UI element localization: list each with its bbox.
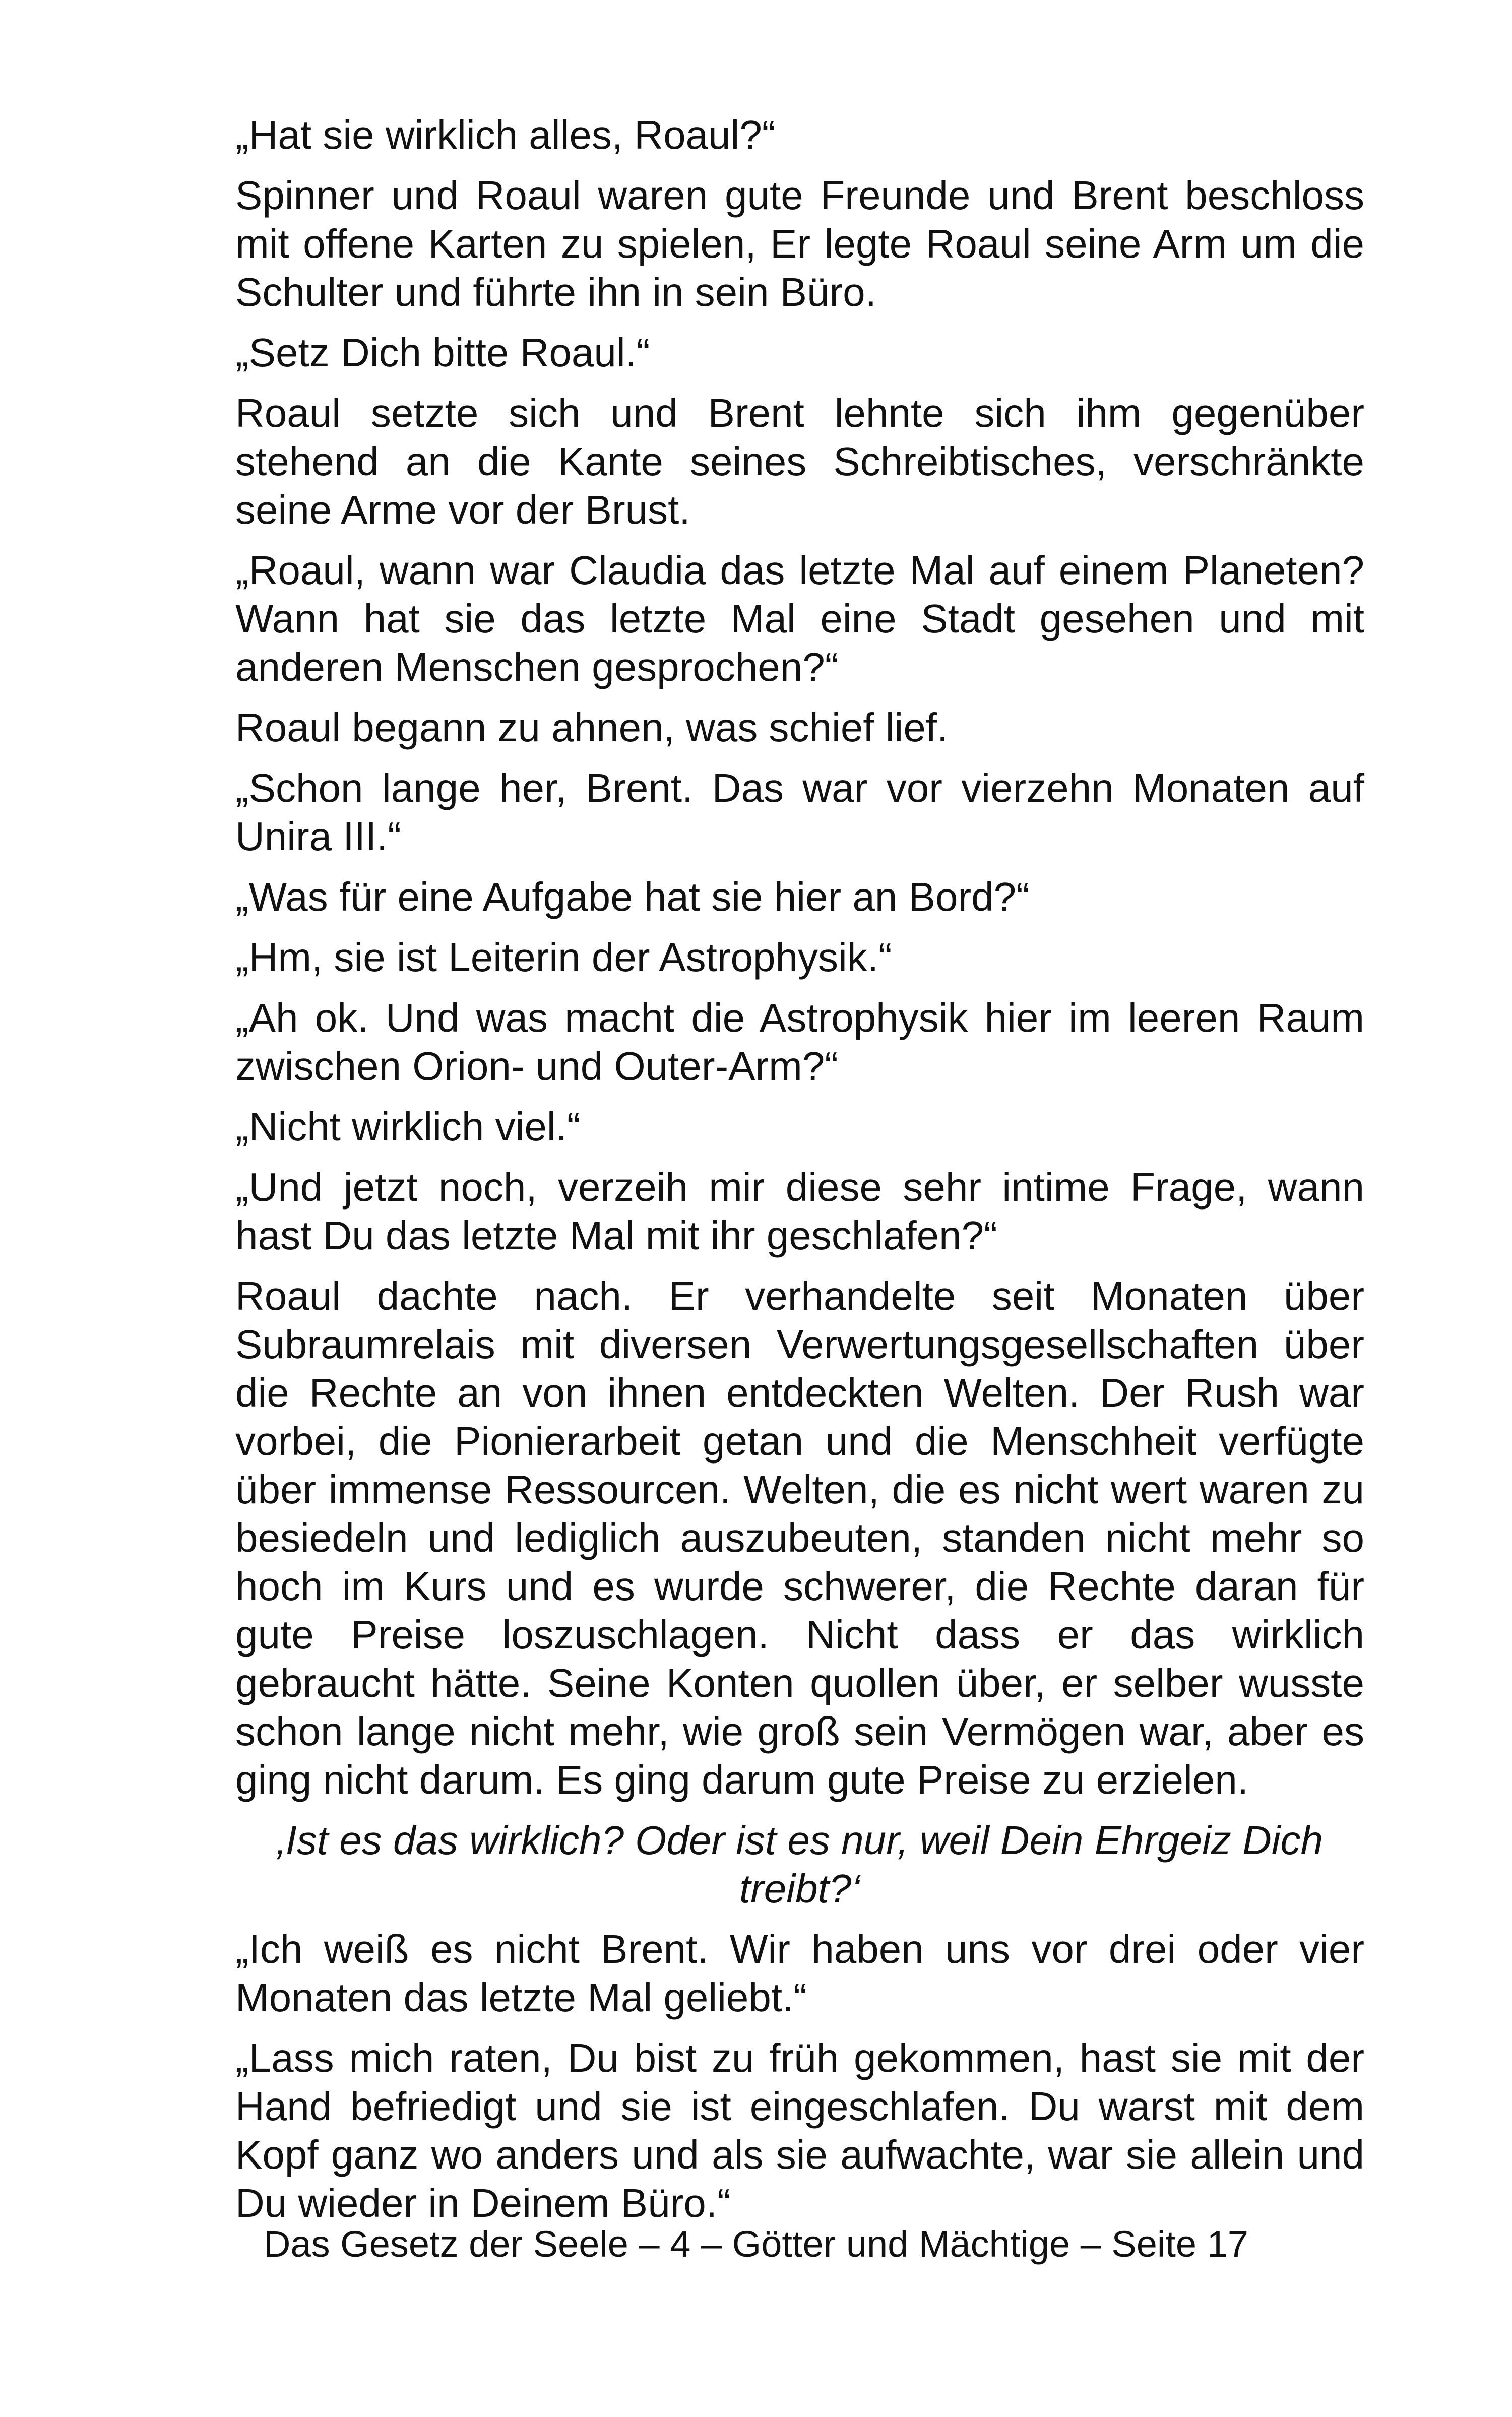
dialogue-paragraph: „Ah ok. Und was macht die Astrophysik hier im leeren Raum zwischen Orion- und Outer-Arm?“ — [235, 995, 1364, 1089]
dialogue-paragraph: „Lass mich raten, Du bist zu früh gekommen, hast sie mit der Hand befriedigt und sie ist eingeschlafen. Du warst mit dem Kopf ganz wo anders und als sie aufwachte, war sie allein und Du wieder in Deinem Büro.“ — [235, 2036, 1364, 2225]
page-footer: Das Gesetz der Seele – 4 – Götter und Mächtige – Seite 17 — [264, 2223, 1248, 2265]
dialogue-paragraph: „Roaul, wann war Claudia das letzte Mal auf einem Planeten? Wann hat sie das letzte Mal eine Stadt gesehen und mit anderen Menschen gesprochen?“ — [235, 548, 1364, 689]
dialogue-paragraph: „Schon lange her, Brent. Das war vor vierzehn Monaten auf Unira III.“ — [235, 766, 1364, 859]
dialogue-paragraph: „Ich weiß es nicht Brent. Wir haben uns vor drei oder vier Monaten das letzte Mal geliebt.“ — [235, 1927, 1364, 2020]
dialogue-paragraph: „Was für eine Aufgabe hat sie hier an Bord?“ — [235, 874, 1030, 919]
narration-paragraph: Roaul setzte sich und Brent lehnte sich ihm gegenüber stehend an die Kante seines Schreibtisches, verschränkte seine Arme vor der Brust. — [235, 391, 1364, 532]
dialogue-paragraph: „Und jetzt noch, verzeih mir diese sehr intime Frage, wann hast Du das letzte Mal mit ihr geschlafen?“ — [235, 1165, 1364, 1258]
narration-paragraph: Roaul begann zu ahnen, was schief lief. — [235, 705, 949, 750]
page-body — [235, 111, 1364, 2240]
dialogue-paragraph: „Hm, sie ist Leiterin der Astrophysik.“ — [235, 935, 892, 980]
dialogue-paragraph: „Hat sie wirklich alles, Roaul?“ — [235, 112, 776, 157]
dialogue-paragraph: „Nicht wirklich viel.“ — [235, 1104, 581, 1149]
narration-paragraph: Spinner und Roaul waren gute Freunde und Brent beschloss mit offene Karten zu spielen, Er legte Roaul seine Arm um die Schulter und führte ihn in sein Büro. — [235, 173, 1364, 314]
dialogue-paragraph: „Setz Dich bitte Roaul.“ — [235, 330, 650, 375]
inner-thought-paragraph: ‚Ist es das wirklich? Oder ist es nur, weil Dein Ehrgeiz Dich treibt?‘ — [276, 1818, 1324, 1911]
narration-paragraph: Roaul dachte nach. Er verhandelte seit Monaten über Subraumrelais mit diversen Verwertungsgesellschaften über die Rechte an von ihnen entdeckten Welten. Der Rush war vorbei, die Pionierarbeit getan und die Menschheit verfügte über immense Ressourcen. Welten, die es nicht wert waren zu besiedeln und lediglich auszubeuten, standen nicht mehr so hoch im Kurs und es wurde schwerer, die Rechte daran für gute Preise loszuschlagen. Nicht dass er das wirklich gebraucht hätte. Seine Konten quollen über, er selber wusste schon lange nicht mehr, wie groß sein Vermögen war, aber es ging nicht darum. Es ging darum gute Preise zu erzielen. — [235, 1274, 1364, 1802]
